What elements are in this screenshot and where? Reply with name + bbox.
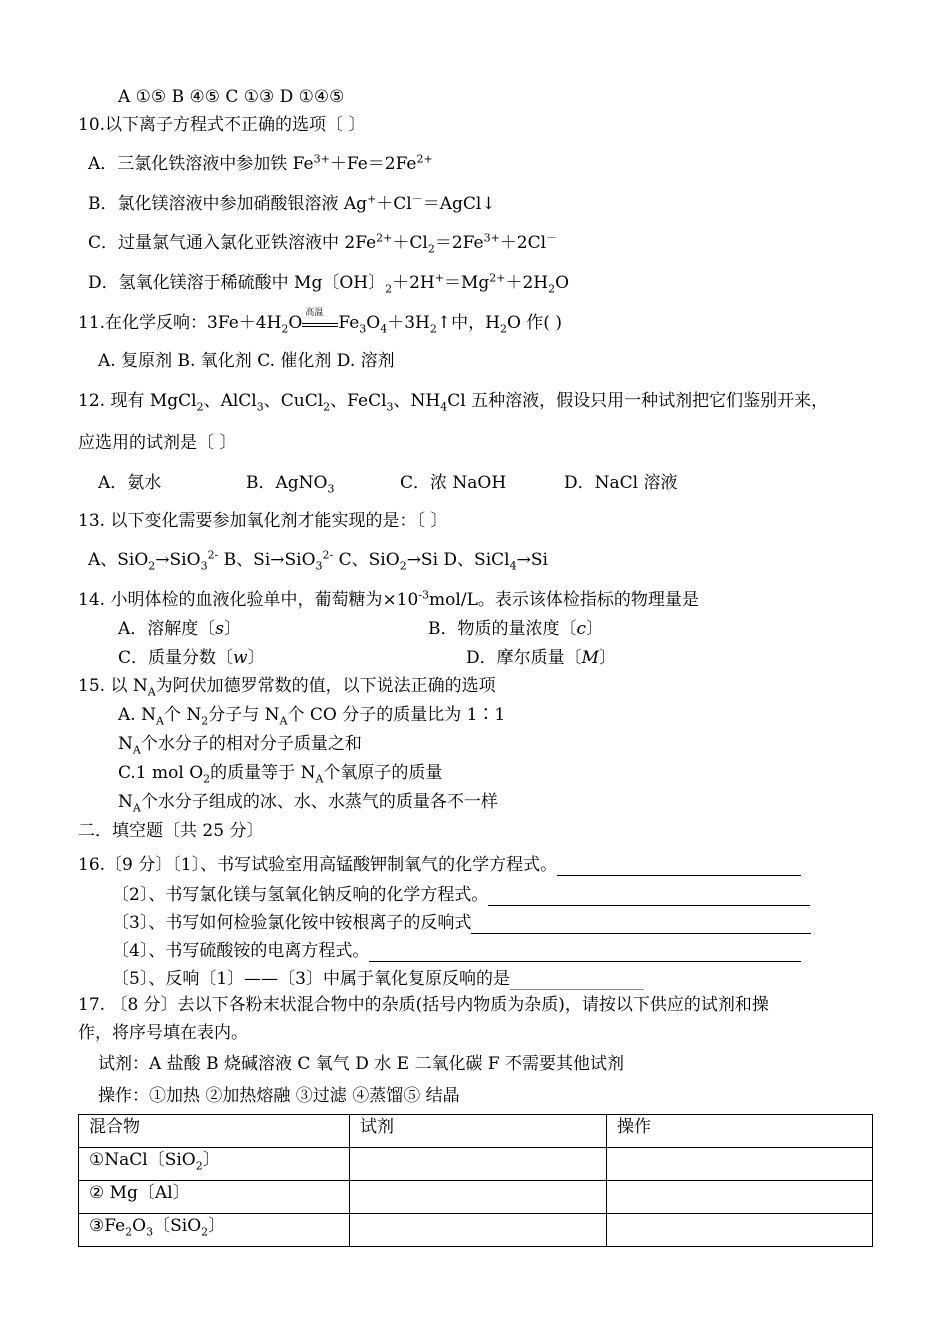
q12-stem: 12. 现有 MgCl$_2$、AlCl$_3$、CuCl$_2$、FeCl$_3$、$NH_4Cl$ 五种溶液，假设只用一种试剂把它们鉴别开来， bbox=[78, 391, 829, 414]
mixture-cell: $③Fe_2O_3$〔SiO$_2$〕 bbox=[79, 1214, 350, 1247]
q14-option-d: D．摩尔质量〔M〕 bbox=[466, 648, 617, 668]
operation-cell[interactable] bbox=[607, 1181, 873, 1214]
q16-line-5: 〔5〕、反响〔1〕——〔3〕中属于氧化复原反响的是 bbox=[112, 968, 644, 990]
reaction-condition-arrow: 高温 bbox=[302, 317, 338, 331]
q17-reagents: 试剂：A 盐酸 B 烧碱溶液 C 氧气 D 水 E 二氧化碳 F 不需要其他试剂 bbox=[98, 1054, 625, 1074]
operation-cell[interactable] bbox=[607, 1214, 873, 1247]
q14-option-a: A．溶解度〔s〕 bbox=[118, 619, 242, 639]
q15-option-b: $N_A$个水分子的相对分子质量之和 bbox=[118, 734, 362, 757]
q12-option-d: D．NaCl 溶液 bbox=[564, 473, 678, 493]
q14-option-c: C．质量分数〔w〕 bbox=[118, 648, 265, 668]
q15-stem: 15. 以 $N_A$为阿伏加德罗常数的值，以下说法正确的选项 bbox=[78, 676, 496, 699]
header-operation: 操作 bbox=[607, 1115, 873, 1148]
q14-stem: 14. 小明体检的血液化验单中，葡萄糖为$\times 10^{-3}mol/L$。表示该体检指标的物理量是 bbox=[78, 588, 699, 610]
q9-options: A ①⑤ B ④⑤ C ①③ D ①④⑤ bbox=[118, 87, 345, 107]
table-header-row bbox=[79, 1115, 873, 1148]
q17-operations: 操作：①加热 ②加热熔融 ③过滤 ④蒸馏⑤ 结晶 bbox=[98, 1086, 460, 1106]
q17-line-2: 作，将序号填在表内。 bbox=[78, 1023, 248, 1043]
answer-blank-4[interactable] bbox=[369, 943, 801, 962]
q13-stem: 13. 以下变化需要参加氧化剂才能实现的是：〔 〕 bbox=[78, 511, 448, 531]
q10-option-c: C．过量氯气通入氯化亚铁溶液中 $2Fe^{2+}+Cl_2=2Fe^{3+}+2Cl^-$ bbox=[88, 231, 558, 256]
q16-line-4: 〔4〕、书写硫酸铵的电离方程式。 bbox=[112, 940, 801, 962]
q16-line-2: 〔2〕、书写氯化镁与氢氧化钠反响的化学方程式。 bbox=[112, 884, 810, 906]
q14-option-b: B．物质的量浓度〔c〕 bbox=[428, 619, 604, 639]
answer-blank-1[interactable] bbox=[557, 857, 801, 876]
q13-options: A、SiO$_2$→SiO$_3^{2-}$ B、Si→SiO$_3^{2-}$ C、SiO$_2$→Si D、SiCl$_4$→Si bbox=[88, 548, 548, 573]
answer-blank-5[interactable] bbox=[510, 971, 644, 990]
q11-stem: 11.在化学反响：$3Fe+4H_2O$ 高温 $Fe_3O_4+3H_2↑$中，$H_2O$ 作( ) bbox=[78, 307, 562, 336]
reagent-cell[interactable] bbox=[350, 1214, 607, 1247]
header-mixture: 混合物 bbox=[79, 1115, 350, 1148]
q16-line-3: 〔3〕、书写如何检验氯化铵中铵根离子的反响式 bbox=[112, 912, 811, 934]
q12-stem-line2: 应选用的试剂是〔 〕 bbox=[78, 433, 237, 453]
q12-option-b: B．AgNO$_3$ bbox=[246, 473, 335, 496]
header-reagent: 试剂 bbox=[350, 1115, 607, 1148]
q10-option-d: D．氢氧化镁溶于稀硫酸中 Mg〔OH〕$_2+2H^+=Mg^{2+}+2H_2O$ bbox=[88, 271, 570, 296]
mixture-cell: ② Mg〔Al〕 bbox=[79, 1181, 350, 1214]
q11-options: A. 复原剂 B. 氧化剂 C. 催化剂 D. 溶剂 bbox=[98, 351, 395, 371]
mixture-cell: ①NaCl〔SiO$_2$〕 bbox=[79, 1148, 350, 1181]
table-row bbox=[79, 1214, 873, 1247]
table-row bbox=[79, 1181, 873, 1214]
table-row bbox=[79, 1148, 873, 1181]
q17-line-1: 17. 〔8 分〕去以下各粉末状混合物中的杂质(括号内物质为杂质)，请按以下供应的试剂和操 bbox=[78, 995, 769, 1015]
section-2-title: 二．填空题〔共 25 分〕 bbox=[78, 821, 264, 841]
q12-option-c: C．浓 NaOH bbox=[400, 473, 507, 493]
q10-option-b: B．氯化镁溶液中参加硝酸银溶液 Ag+＋Cl－＝AgCl↓ bbox=[88, 192, 496, 214]
answer-blank-3[interactable] bbox=[471, 915, 811, 934]
q12-option-a: A．氨水 bbox=[98, 473, 162, 493]
q15-option-c: C.1 mol $O_2$的质量等于 $N_A$个氧原子的质量 bbox=[118, 763, 443, 786]
mixture-table bbox=[78, 1114, 873, 1247]
q15-option-a: A. $N_A$个 $N_2$分子与 $N_A$个 CO 分子的质量比为 1∶1 bbox=[118, 705, 506, 728]
answer-blank-2[interactable] bbox=[488, 887, 810, 906]
q15-option-d: $N_A$个水分子组成的冰、水、水蒸气的质量各不一样 bbox=[118, 792, 498, 815]
reagent-cell[interactable] bbox=[350, 1148, 607, 1181]
q10-option-a: A．三氯化铁溶液中参加铁 $Fe^{3+}+Fe=2Fe^{2+}$ bbox=[88, 152, 433, 174]
q16-line-1: 16.〔9 分〕〔1〕、书写试验室用高锰酸钾制氧气的化学方程式。 bbox=[78, 854, 801, 876]
operation-cell[interactable] bbox=[607, 1148, 873, 1181]
reagent-cell[interactable] bbox=[350, 1181, 607, 1214]
q10-stem: 10.以下离子方程式不正确的选项〔 〕 bbox=[78, 115, 366, 135]
